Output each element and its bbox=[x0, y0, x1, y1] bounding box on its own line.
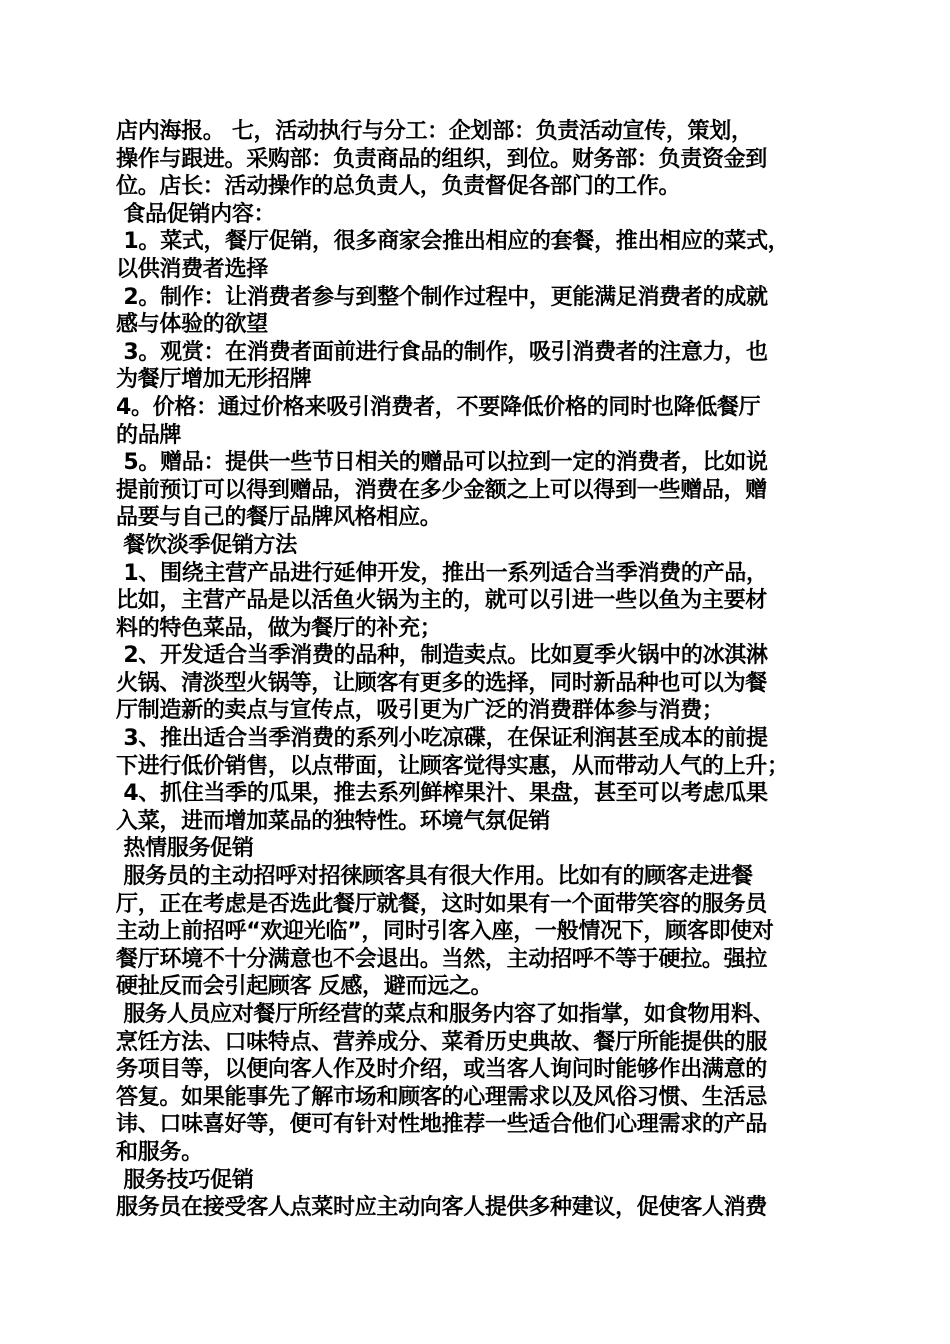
text-line: 火锅、清淡型火锅等，让顾客有更多的选择，同时新品种也可以为餐 bbox=[116, 670, 768, 696]
text-line: 1、围绕主营产品进行延伸开发，推出一系列适合当季消费的产品， bbox=[116, 560, 768, 586]
text-line: 3、推出适合当季消费的系列小吃凉碟，在保证利润甚至成本的前提 bbox=[116, 726, 768, 752]
text-line: 位。店长：活动操作的总负责人，负责督促各部门的工作。 bbox=[116, 174, 681, 200]
text-line: 提前预订可以得到赠品，消费在多少金额之上可以得到一些赠品，赠 bbox=[116, 477, 768, 503]
text-line: 讳、口味喜好等，便可有针对性地推荐一些适合他们心理需求的产品 bbox=[116, 1112, 768, 1138]
section-heading: 餐饮淡季促销方法 bbox=[116, 532, 297, 558]
text-line: 服务员的主动招呼对招徕顾客具有很大作用。比如有的顾客走进餐 bbox=[116, 864, 753, 890]
text-line: 答复。如果能事先了解市场和顾客的心理需求以及风俗习惯、生活忌 bbox=[116, 1084, 768, 1110]
text-line: 厅，正在考虑是否选此餐厅就餐，这时如果有一个面带笑容的服务员 bbox=[116, 891, 768, 917]
text-line: 品要与自己的餐厅品牌风格相应。 bbox=[116, 505, 442, 531]
text-line: 硬扯反而会引起顾客 反感，避而远之。 bbox=[116, 974, 493, 1000]
text-line: 主动上前招呼“欢迎光临”，同时引客入座，一般情况下，顾客即使对 bbox=[116, 919, 774, 945]
text-line: 和服务。 bbox=[116, 1139, 203, 1165]
text-line: 1。菜式，餐厅促销，很多商家会推出相应的套餐，推出相应的菜式， bbox=[116, 229, 790, 255]
text-line: 的品牌 bbox=[116, 422, 182, 448]
text-line: 店内海报。 七，活动执行与分工：企划部：负责活动宣传，策划， bbox=[116, 119, 753, 144]
text-line: 操作与跟进。采购部：负责商品的组织，到位。财务部：负责资金到 bbox=[116, 146, 768, 172]
text-line: 4。价格：通过价格来吸引消费者，不要降低价格的同时也降低餐厅 bbox=[116, 394, 761, 420]
text-line: 务项目等，以便向客人作及时介绍，或当客人询问时能够作出满意的 bbox=[116, 1057, 768, 1083]
text-line: 入菜，进而增加菜品的独特性。环境气氛促销 bbox=[116, 808, 551, 834]
text-line: 比如，主营产品是以活鱼火锅为主的，就可以引进一些以鱼为主要材 bbox=[116, 588, 768, 614]
text-line: 以供消费者选择 bbox=[116, 256, 268, 282]
section-heading: 服务技巧促销 bbox=[116, 1167, 254, 1193]
text-line: 餐厅环境不十分满意也不会退出。当然，主动招呼不等于硬拉。强拉 bbox=[116, 946, 768, 972]
text-line: 服务人员应对餐厅所经营的菜点和服务内容了如指掌，如食物用料、 bbox=[116, 1002, 775, 1027]
text-line: 2。制作：让消费者参与到整个制作过程中，更能满足消费者的成就 bbox=[116, 284, 768, 310]
text-line: 感与体验的欲望 bbox=[116, 312, 268, 338]
text-line: 4、抓住当季的瓜果，推去系列鲜榨果汁、果盘，甚至可以考虑瓜果 bbox=[116, 781, 768, 807]
text-line: 下进行低价销售，以点带面，让顾客觉得实惠，从而带动人气的上升； bbox=[116, 753, 789, 779]
text-line: 烹饪方法、口味特点、营养成分、菜肴历史典故、餐厅所能提供的服 bbox=[116, 1029, 768, 1055]
text-line: 2、开发适合当季消费的品种，制造卖点。比如夏季火锅中的冰淇淋 bbox=[116, 643, 768, 669]
text-line: 5。赠品：提供一些节日相关的赠品可以拉到一定的消费者，比如说 bbox=[116, 450, 768, 476]
text-line: 料的特色菜品，做为餐厅的补充； bbox=[116, 615, 442, 641]
text-line: 3。观赏：在消费者面前进行食品的制作，吸引消费者的注意力，也 bbox=[116, 339, 768, 365]
text-line: 为餐厅增加无形招牌 bbox=[116, 367, 312, 393]
section-heading: 热情服务促销 bbox=[116, 836, 254, 862]
section-heading: 食品促销内容： bbox=[116, 201, 276, 227]
text-line: 服务员在接受客人点菜时应主动向客人提供多种建议，促使客人消费 bbox=[116, 1195, 768, 1221]
text-line: 厅制造新的卖点与宣传点，吸引更为广泛的消费群体参与消费； bbox=[116, 698, 724, 724]
document-body bbox=[116, 118, 844, 1222]
